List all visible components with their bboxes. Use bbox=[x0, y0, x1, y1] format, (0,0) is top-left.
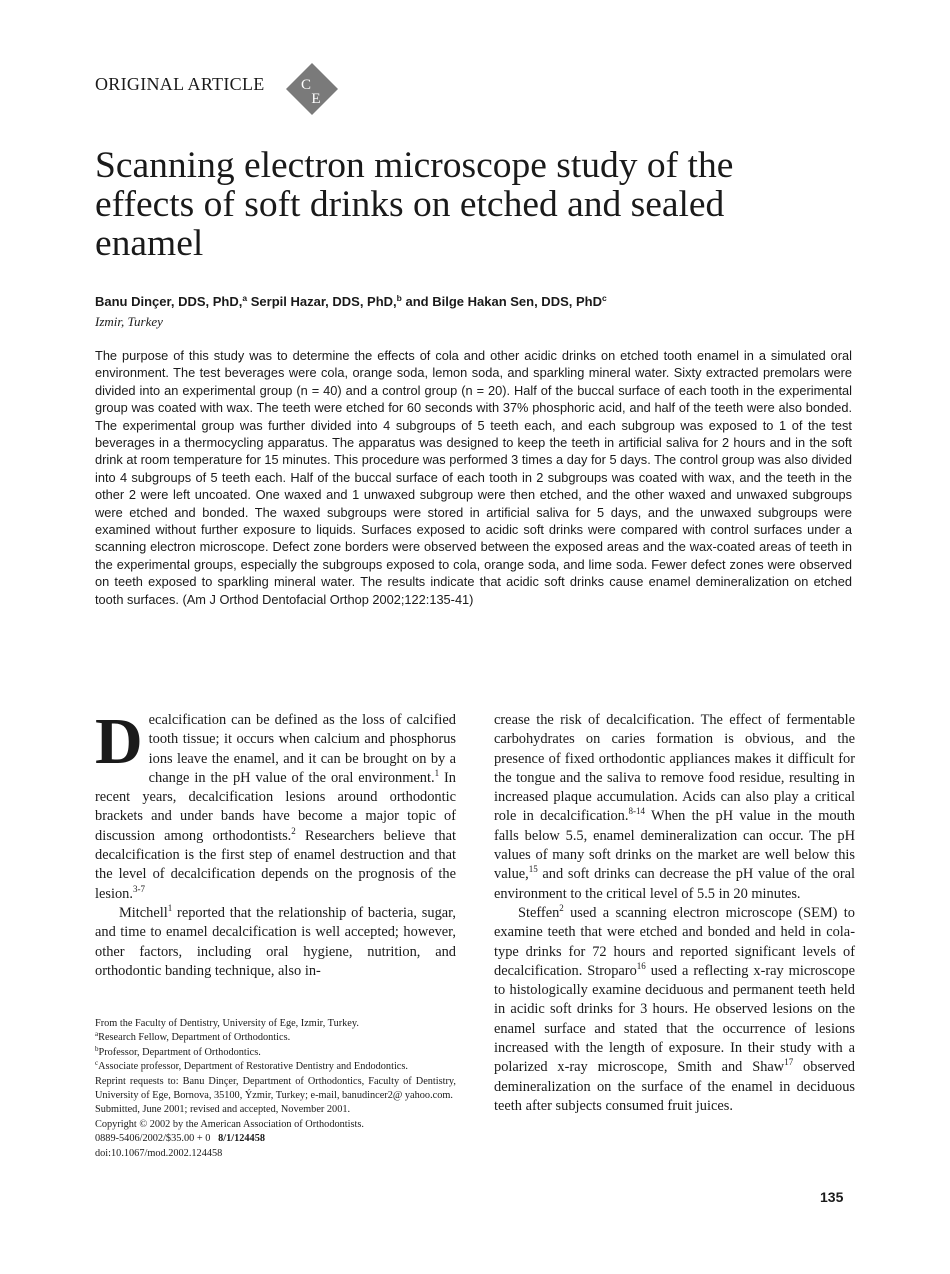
footnote-item bbox=[95, 1060, 456, 1074]
footnote-code: 8/1/124458 bbox=[218, 1133, 266, 1145]
drop-cap: D bbox=[95, 705, 143, 778]
footnote-text: Associate professor, Department of Restorative Dentistry and Endodontics. bbox=[98, 1061, 408, 1073]
body-text: Researchers believe that decalcification is the first step of enamel destruction and that the level of decalcification depends on the prognosis of the lesion. bbox=[95, 827, 456, 902]
body-paragraph bbox=[95, 705, 457, 904]
footnote-affiliation: From the Faculty of Dentistry, University of Ege, Izmir, Turkey. bbox=[95, 1018, 359, 1029]
author-affiliation-mark: a bbox=[242, 293, 248, 303]
author-name: Bilge Hakan Sen, DDS, PhD bbox=[432, 294, 602, 309]
footnote-text: Research Fellow, Department of Orthodontics. bbox=[98, 1032, 291, 1044]
body-text: In recent years, decalcification lesions around orthodontic brackets and under bands have become a major topic of discussion among orthodontists. bbox=[95, 769, 457, 844]
body-text: reported that the relationship of bacteria, sugar, and time to enamel decalcification is well accepted; however, other factors, including oral hygiene, nutrition, and orthodontic banding technique, also in- bbox=[95, 904, 456, 979]
body-column-right bbox=[494, 711, 855, 1116]
reference-number: 8-14 bbox=[628, 806, 645, 817]
body-text: crease the risk of decalcification. The effect of fermentable carbohydrates on caries formation is obvious, and the presence of fixed orthodontic appliances makes it difficult for the tongue and the saliva to remove food residue, resulting in increased plaque accumulation. Acids can also play a critical role in decalcification. bbox=[494, 712, 855, 825]
footnote-mark: c bbox=[95, 1059, 99, 1068]
reference-number: 3-7 bbox=[132, 883, 145, 894]
footnotes bbox=[95, 1017, 456, 1161]
body-text: Mitchell bbox=[119, 904, 168, 921]
body-text: Steffen bbox=[518, 904, 560, 921]
footnote-issn: 0889-5406/2002/$35.00 + 0 bbox=[95, 1133, 211, 1145]
badge-diamond bbox=[286, 63, 338, 115]
page-number: 135 bbox=[820, 1189, 844, 1205]
footnote-doi: doi:10.1067/mod.2002.124458 bbox=[95, 1147, 223, 1159]
body-text: and soft drinks can decrease the pH value of the oral environment to the critical level of 5.5 in 20 minutes. bbox=[494, 866, 855, 902]
footnote-mark: b bbox=[95, 1044, 99, 1053]
body-text: observed demineralization on the surface of the enamel in deciduous teeth after subjects consumed fruit juices. bbox=[494, 1059, 855, 1114]
footnote-item bbox=[95, 1031, 456, 1045]
author-name: Serpil Hazar, DDS, PhD, bbox=[250, 294, 397, 309]
body-text: When the pH value in the mouth falls below 5.5, enamel demineralization can occur. The pH values of many soft drinks on the market are well below this value, bbox=[494, 808, 855, 883]
author-list bbox=[95, 294, 607, 309]
badge-letter-e: E bbox=[311, 91, 321, 107]
abstract-text: The purpose of this study was to determine the effects of cola and other acidic drinks on etched tooth enamel in a simulated oral environment. The test beverages were cola, orange soda, lemon soda, and sparkling mineral water. Sixty extracted premolars were divided into an experimental group (n = 40) and a control group (n = 20). Half of the buccal surface of each tooth in the experimental group was coated with wax. The teeth were etched for 60 seconds with 37% phosphoric acid, and half of the teeth were also bonded. The experimental group was further divided into 4 subgroups of 5 teeth each, and each subgroup was exposed to 1 of the test beverages in a thermocycling apparatus. The apparatus was designed to keep the teeth in artificial saliva for 2 hours and in the soft drink at room temperature for 15 minutes. This procedure was performed 3 times a day for 5 days. The control group was also divided into 4 subgroups of 5 teeth each. Half of the buccal surface of each tooth in 2 subgroups was coated with wax, and the teeth in the other 2 were left uncoated. One waxed and 1 unwaxed subgroup were then etched, and the other waxed and unwaxed subgroups were etched and bonded. The waxed subgroups were stored in artificial saliva for 5 days, and the unwaxed subgroups were examined without further exposure to liquids. Surfaces exposed to acidic soft drinks were compared with control surfaces under a scanning electron microscope. Defect zone borders were observed between the exposed areas and the wax-coated areas of teeth in the experimental groups, especially the subgroups exposed to cola, orange soda, and lime soda. Fewer defect zones were observed on teeth exposed to sparkling mineral water. The results indicate that acidic soft drinks cause enamel demineralization on etched tooth surfaces. bbox=[95, 348, 852, 607]
ce-logo-badge bbox=[285, 62, 339, 116]
article-title: Scanning electron microscope study of the effects of soft drinks on etched and sealed enamel bbox=[95, 145, 734, 264]
body-paragraph bbox=[494, 711, 855, 904]
reference-number: 1 bbox=[167, 902, 173, 913]
reference-number: 2 bbox=[291, 825, 296, 836]
body-paragraph bbox=[494, 904, 855, 1116]
body-text: used a reflecting x-ray microscope to histologically examine deciduous and permanent teeth held in acidic soft drinks for 3 hours. He observed lesions on the enamel surface and stated that the occurrence of lesions increased with the length of exposure. In their study with a polarized x-ray microscope, Smith and Shaw bbox=[494, 962, 855, 1076]
author-separator: and bbox=[401, 294, 433, 309]
footnote-copyright: Copyright © 2002 by the American Association of Orthodontists. bbox=[95, 1118, 364, 1130]
footnote-mark: a bbox=[95, 1030, 99, 1039]
author-name: Banu Dinçer, DDS, PhD, bbox=[95, 294, 243, 309]
body-paragraph bbox=[95, 904, 456, 981]
badge-letter-c: C bbox=[300, 77, 312, 93]
footnote-item bbox=[95, 1046, 456, 1060]
author-affiliation-mark: c bbox=[601, 293, 607, 303]
body-text: ecalcification can be defined as the loss of calcified tooth tissue; it occurs when calcium and phosphorus ions leave the enamel, and it can be brought on by a change in the pH value of the oral environment. bbox=[148, 712, 456, 786]
reference-number: 15 bbox=[528, 864, 538, 875]
footnote-text: Professor, Department of Orthodontics. bbox=[98, 1046, 261, 1058]
abstract-citation: (Am J Orthod Dentofacial Orthop 2002;122:135-41) bbox=[182, 591, 474, 607]
reference-number: 16 bbox=[636, 960, 646, 971]
author-affiliation-mark: b bbox=[396, 293, 402, 303]
abstract bbox=[95, 347, 852, 608]
section-label: ORIGINAL ARTICLE bbox=[95, 74, 265, 94]
body-text: used a scanning electron microscope (SEM) to examine teeth that were etched and bonded and held in cola-type drinks for 72 hours and reported significant levels of decalcification. Stroparo bbox=[494, 904, 855, 979]
author-location: Izmir, Turkey bbox=[95, 314, 163, 329]
footnote-issn-line bbox=[95, 1132, 456, 1146]
body-column-left bbox=[95, 705, 457, 981]
reference-number: 1 bbox=[434, 767, 440, 778]
footnote-submitted: Submitted, June 2001; revised and accepted, November 2001. bbox=[95, 1104, 351, 1116]
footnote-reprint: Reprint requests to: Banu Dinçer, Department of Orthodontics, Faculty of Dentistry, University of Ege, Bornova, 35100, Ýzmir, Turkey; e-mail, banudincer2@ yahoo.com. bbox=[95, 1075, 456, 1102]
reference-number: 2 bbox=[559, 902, 564, 913]
reference-number: 17 bbox=[784, 1057, 794, 1068]
